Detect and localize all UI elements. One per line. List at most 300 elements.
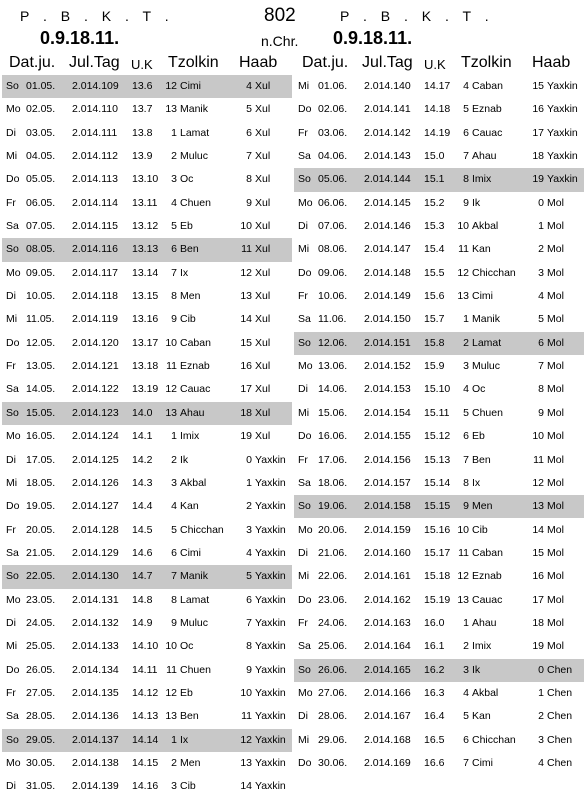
date-cell: 26.05.	[26, 663, 56, 676]
table-row	[294, 705, 584, 728]
uk-cell: 16.4	[424, 710, 445, 723]
tzolkin-number-cell: 4	[171, 500, 177, 513]
uk-cell: 15.10	[424, 383, 451, 396]
weekday-cell: Do	[298, 756, 312, 769]
tzolkin-number-cell: 6	[463, 430, 469, 443]
haab-month-cell: Yaxkin	[255, 756, 286, 769]
weekday-cell: Mi	[298, 733, 310, 746]
date-cell: 21.06.	[318, 546, 348, 559]
haab-month-cell: Yaxkin	[255, 593, 286, 606]
weekday-cell: Di	[6, 616, 16, 629]
haab-month-cell: Mol	[547, 266, 564, 279]
date-cell: 22.05.	[26, 570, 56, 583]
date-cell: 25.05.	[26, 640, 56, 653]
uk-cell: 15.18	[424, 570, 451, 583]
tzolkin-number-cell: 7	[463, 756, 469, 769]
haab-month-cell: Mol	[547, 616, 564, 629]
julian-day-cell: 2.014.148	[364, 266, 411, 279]
julian-day-cell: 2.014.112	[72, 150, 118, 163]
haab-number-cell: 8	[246, 173, 252, 186]
julian-day-cell: 2.014.113	[72, 173, 118, 186]
tzolkin-number-cell: 8	[463, 476, 469, 489]
table-row	[294, 612, 584, 635]
date-cell: 19.06.	[318, 500, 348, 513]
uk-cell: 14.0	[132, 406, 153, 419]
table-row	[2, 168, 292, 191]
haab-month-cell: Yaxkin	[255, 686, 286, 699]
uk-cell: 15.17	[424, 546, 451, 559]
tzolkin-number-cell: 3	[463, 663, 469, 676]
uk-cell: 13.8	[132, 126, 153, 139]
haab-number-cell: 0	[538, 196, 544, 209]
haab-number-cell: 7	[246, 150, 252, 163]
haab-month-cell: Xul	[255, 383, 271, 396]
tzolkin-day-cell: Manik	[180, 103, 209, 116]
date-cell: 01.05.	[26, 80, 56, 92]
weekday-cell: Mo	[6, 593, 21, 606]
table-row	[294, 308, 584, 331]
table-june	[294, 75, 584, 775]
weekday-cell: Di	[298, 546, 308, 559]
date-cell: 30.05.	[26, 756, 56, 769]
tzolkin-number-cell: 3	[463, 360, 469, 373]
haab-number-cell: 19	[240, 430, 252, 443]
weekday-cell: Di	[298, 383, 308, 396]
uk-cell: 15.8	[424, 336, 445, 349]
julian-day-cell: 2.014.123	[72, 406, 119, 419]
julian-day-cell: 2.014.116	[72, 243, 118, 256]
weekday-cell: Mo	[6, 756, 21, 769]
uk-cell: 15.0	[424, 150, 445, 163]
haab-number-cell: 7	[538, 360, 544, 373]
tzolkin-day-cell: Cauac	[472, 126, 503, 139]
haab-month-cell: Xul	[255, 430, 271, 443]
haab-number-cell: 16	[240, 360, 252, 373]
julian-day-cell: 2.014.135	[72, 686, 119, 699]
julian-day-cell: 2.014.120	[72, 336, 119, 349]
weekday-cell: Mi	[6, 150, 18, 163]
haab-number-cell: 6	[246, 126, 252, 139]
haab-number-cell: 17	[240, 383, 252, 396]
tzolkin-day-cell: Ben	[180, 710, 199, 723]
haab-number-cell: 11	[241, 710, 252, 723]
table-row	[294, 425, 584, 448]
haab-number-cell: 17	[532, 593, 544, 606]
julian-day-cell: 2.014.147	[364, 243, 411, 256]
date-cell: 18.05.	[26, 476, 56, 489]
tzolkin-day-cell: Ahau	[180, 406, 205, 419]
table-row	[2, 238, 292, 261]
table-row	[294, 472, 584, 495]
date-cell: 30.06.	[318, 756, 348, 769]
tzolkin-number-cell: 7	[463, 453, 469, 466]
julian-day-cell: 2.014.155	[364, 430, 411, 443]
julian-day-cell: 2.014.146	[364, 220, 411, 233]
haab-month-cell: Yaxkin	[255, 453, 286, 466]
haab-number-cell: 4	[538, 756, 544, 769]
date-cell: 23.06.	[318, 593, 348, 606]
weekday-cell: Fr	[298, 126, 308, 139]
col-header-tzolkin-left: Tzolkin	[168, 54, 219, 71]
weekday-cell: Di	[298, 220, 308, 233]
col-header-datju-right: Dat.ju.	[302, 54, 349, 71]
tzolkin-number-cell: 6	[171, 546, 177, 559]
tzolkin-number-cell: 7	[171, 570, 177, 583]
haab-month-cell: Xul	[255, 360, 271, 373]
uk-cell: 15.9	[424, 360, 445, 373]
weekday-cell: Di	[6, 453, 16, 466]
date-cell: 26.06.	[318, 663, 348, 676]
julian-day-cell: 2.014.160	[364, 546, 411, 559]
uk-cell: 15.4	[424, 243, 445, 256]
julian-day-cell: 2.014.157	[364, 476, 411, 489]
weekday-cell: Di	[6, 126, 16, 139]
julian-day-cell: 2.014.165	[364, 663, 411, 676]
uk-cell: 14.10	[132, 640, 159, 653]
haab-number-cell: 19	[532, 640, 544, 653]
table-row	[294, 659, 584, 682]
haab-number-cell: 4	[246, 80, 252, 92]
haab-number-cell: 4	[538, 290, 544, 303]
tzolkin-day-cell: Chicchan	[472, 733, 516, 746]
haab-number-cell: 13	[532, 500, 544, 513]
haab-month-cell: Xul	[255, 336, 271, 349]
date-cell: 16.06.	[318, 430, 348, 443]
haab-number-cell: 18	[532, 150, 544, 163]
haab-number-cell: 0	[538, 663, 544, 676]
tzolkin-day-cell: Cimi	[472, 756, 493, 769]
table-row	[294, 449, 584, 472]
haab-month-cell: Mol	[547, 430, 564, 443]
table-row	[2, 285, 292, 308]
uk-cell: 15.7	[424, 313, 445, 326]
haab-number-cell: 4	[246, 546, 252, 559]
haab-month-cell: Mol	[547, 593, 564, 606]
date-cell: 31.05.	[26, 780, 56, 793]
julian-day-cell: 2.014.151	[364, 336, 411, 349]
table-row	[294, 98, 584, 121]
haab-number-cell: 8	[246, 640, 252, 653]
tzolkin-day-cell: Imix	[180, 430, 200, 443]
julian-day-cell: 2.014.128	[72, 523, 119, 536]
date-cell: 06.05.	[26, 196, 56, 209]
col-header-jultag-left: Jul.Tag	[69, 54, 120, 71]
tzolkin-day-cell: Eb	[472, 430, 485, 443]
haab-number-cell: 5	[246, 103, 252, 116]
haab-month-cell: Xul	[255, 243, 271, 256]
tzolkin-day-cell: Eznab	[472, 570, 502, 583]
julian-day-cell: 2.014.138	[72, 756, 119, 769]
haab-month-cell: Yaxkin	[255, 663, 286, 676]
tzolkin-day-cell: Men	[472, 500, 493, 513]
table-row	[2, 215, 292, 238]
haab-number-cell: 7	[246, 616, 252, 629]
col-header-uk-right: U.K	[424, 57, 446, 72]
haab-number-cell: 12	[532, 476, 544, 489]
tzolkin-day-cell: Muluc	[180, 150, 209, 163]
haab-month-cell: Chen	[547, 663, 573, 676]
date-cell: 05.05.	[26, 173, 56, 186]
tzolkin-day-cell: Ix	[180, 733, 189, 746]
tzolkin-number-cell: 13	[457, 593, 469, 606]
weekday-cell: Fr	[298, 616, 308, 629]
tzolkin-number-cell: 4	[463, 383, 469, 396]
table-row	[294, 285, 584, 308]
tzolkin-number-cell: 3	[171, 173, 177, 186]
julian-day-cell: 2.014.137	[72, 733, 119, 746]
weekday-cell: So	[6, 733, 19, 746]
table-row	[294, 378, 584, 401]
julian-day-cell: 2.014.161	[364, 570, 411, 583]
date-cell: 03.05.	[26, 126, 56, 139]
tzolkin-number-cell: 5	[463, 103, 469, 116]
haab-month-cell: Mol	[547, 476, 564, 489]
haab-month-cell: Yaxkin	[255, 546, 286, 559]
date-cell: 11.05.	[26, 313, 55, 326]
date-cell: 18.06.	[318, 476, 348, 489]
tzolkin-number-cell: 11	[166, 663, 177, 676]
haab-month-cell: Xul	[255, 196, 271, 209]
col-header-uk-left: U.K	[131, 57, 153, 72]
haab-month-cell: Chen	[547, 733, 573, 746]
weekday-cell: Mo	[298, 360, 313, 373]
haab-number-cell: 9	[246, 196, 252, 209]
weekday-cell: Fr	[6, 523, 16, 536]
weekday-cell: So	[298, 173, 311, 186]
tzolkin-number-cell: 5	[463, 406, 469, 419]
uk-cell: 13.18	[132, 360, 159, 373]
tzolkin-day-cell: Oc	[180, 173, 194, 186]
tzolkin-number-cell: 1	[463, 313, 469, 326]
tzolkin-number-cell: 2	[171, 150, 177, 163]
julian-day-cell: 2.014.163	[364, 616, 411, 629]
julian-day-cell: 2.014.150	[364, 313, 411, 326]
haab-month-cell: Xul	[255, 220, 271, 233]
date-cell: 29.05.	[26, 733, 56, 746]
haab-month-cell: Yaxkin	[547, 173, 578, 186]
table-row	[2, 729, 292, 752]
weekday-cell: Do	[6, 663, 20, 676]
julian-day-cell: 2.014.136	[72, 710, 119, 723]
haab-month-cell: Mol	[547, 336, 564, 349]
table-row	[2, 145, 292, 168]
haab-number-cell: 2	[246, 500, 252, 513]
weekday-cell: So	[298, 663, 311, 676]
tzolkin-day-cell: Ik	[180, 453, 189, 466]
date-cell: 10.05.	[26, 290, 56, 303]
date-cell: 11.06.	[318, 313, 347, 326]
uk-cell: 13.11	[132, 196, 158, 209]
table-row	[2, 122, 292, 145]
weekday-cell: Fr	[6, 360, 16, 373]
uk-cell: 14.14	[132, 733, 159, 746]
tzolkin-day-cell: Lamat	[472, 336, 502, 349]
table-row	[294, 682, 584, 705]
date-cell: 10.06.	[318, 290, 348, 303]
col-header-datju-left: Dat.ju.	[9, 54, 56, 71]
weekday-cell: Mi	[6, 313, 18, 326]
uk-cell: 15.6	[424, 290, 445, 303]
tzolkin-number-cell: 13	[165, 710, 177, 723]
uk-cell: 13.10	[132, 173, 159, 186]
tzolkin-day-cell: Eb	[180, 220, 193, 233]
uk-cell: 14.9	[132, 616, 153, 629]
table-row	[294, 565, 584, 588]
tzolkin-day-cell: Caban	[472, 546, 503, 559]
haab-number-cell: 16	[532, 103, 544, 116]
weekday-cell: Do	[6, 336, 20, 349]
tzolkin-number-cell: 8	[463, 173, 469, 186]
weekday-cell: Fr	[6, 686, 16, 699]
uk-cell: 15.15	[424, 500, 451, 513]
left-long-count: 0.9.18.11.	[40, 28, 120, 48]
table-row	[2, 752, 292, 775]
julian-day-cell: 2.014.152	[364, 360, 411, 373]
date-cell: 28.06.	[318, 710, 348, 723]
weekday-cell: Mo	[6, 266, 21, 279]
weekday-cell: Do	[298, 266, 312, 279]
haab-number-cell: 15	[240, 336, 252, 349]
haab-number-cell: 3	[246, 523, 252, 536]
uk-cell: 15.12	[424, 430, 451, 443]
julian-day-cell: 2.014.129	[72, 546, 119, 559]
weekday-cell: Sa	[298, 150, 311, 163]
julian-day-cell: 2.014.162	[364, 593, 411, 606]
weekday-cell: Sa	[298, 640, 311, 653]
julian-day-cell: 2.014.166	[364, 686, 411, 699]
tzolkin-number-cell: 10	[165, 640, 177, 653]
julian-day-cell: 2.014.131	[72, 593, 119, 606]
weekday-cell: So	[6, 243, 19, 256]
julian-day-cell: 2.014.143	[364, 150, 411, 163]
date-cell: 12.05.	[26, 336, 56, 349]
date-cell: 02.06.	[318, 103, 348, 116]
tzolkin-day-cell: Ben	[472, 453, 491, 466]
left-pbkt-label: P . B . K . T .	[20, 8, 174, 24]
weekday-cell: Do	[298, 430, 312, 443]
haab-number-cell: 14	[532, 523, 544, 536]
tzolkin-number-cell: 12	[165, 686, 177, 699]
col-header-tzolkin-right: Tzolkin	[461, 54, 512, 71]
tzolkin-number-cell: 4	[463, 80, 469, 92]
table-row	[2, 308, 292, 331]
uk-cell: 15.3	[424, 220, 445, 233]
tzolkin-day-cell: Kan	[472, 243, 491, 256]
tzolkin-number-cell: 6	[463, 126, 469, 139]
haab-month-cell: Chen	[547, 686, 573, 699]
weekday-cell: Do	[298, 593, 312, 606]
table-row	[2, 659, 292, 682]
haab-month-cell: Yaxkin	[255, 476, 286, 489]
tzolkin-number-cell: 2	[171, 453, 177, 466]
haab-month-cell: Xul	[255, 150, 271, 163]
uk-cell: 13.14	[132, 266, 159, 279]
tzolkin-day-cell: Cimi	[180, 80, 201, 92]
table-row	[294, 519, 584, 542]
table-row	[294, 495, 584, 518]
table-row	[294, 238, 584, 261]
tzolkin-day-cell: Chuen	[472, 406, 503, 419]
tzolkin-number-cell: 10	[457, 220, 469, 233]
era-label: n.Chr.	[261, 33, 299, 49]
tzolkin-day-cell: Men	[180, 290, 201, 303]
julian-day-cell: 2.014.167	[364, 710, 411, 723]
julian-day-cell: 2.014.119	[72, 313, 118, 326]
date-cell: 21.05.	[26, 546, 56, 559]
col-header-jultag-right: Jul.Tag	[362, 54, 413, 71]
haab-month-cell: Chen	[547, 710, 573, 723]
haab-month-cell: Xul	[255, 173, 271, 186]
date-cell: 28.05.	[26, 710, 56, 723]
uk-cell: 13.16	[132, 313, 159, 326]
tzolkin-day-cell: Cib	[180, 313, 196, 326]
julian-day-cell: 2.014.149	[364, 290, 411, 303]
table-row	[2, 98, 292, 121]
tzolkin-day-cell: Lamat	[180, 593, 210, 606]
haab-month-cell: Mol	[547, 523, 564, 536]
weekday-cell: Di	[6, 290, 16, 303]
tzolkin-day-cell: Chuen	[180, 663, 211, 676]
tzolkin-number-cell: 13	[457, 290, 469, 303]
haab-number-cell: 5	[246, 570, 252, 583]
haab-number-cell: 2	[538, 243, 544, 256]
tzolkin-day-cell: Lamat	[180, 126, 210, 139]
weekday-cell: Mi	[6, 640, 18, 653]
julian-day-cell: 2.014.133	[72, 640, 119, 653]
weekday-cell: Mi	[298, 80, 310, 92]
date-cell: 22.06.	[318, 570, 348, 583]
uk-cell: 14.7	[132, 570, 153, 583]
tzolkin-day-cell: Eb	[180, 686, 193, 699]
table-row	[2, 192, 292, 215]
haab-month-cell: Yaxkin	[255, 616, 286, 629]
uk-cell: 14.19	[424, 126, 451, 139]
haab-month-cell: Xul	[255, 266, 271, 279]
weekday-cell: Mi	[298, 406, 310, 419]
julian-day-cell: 2.014.141	[364, 103, 411, 116]
date-cell: 04.05.	[26, 150, 56, 163]
julian-day-cell: 2.014.114	[72, 196, 118, 209]
table-row	[2, 332, 292, 355]
date-cell: 08.05.	[26, 243, 56, 256]
julian-day-cell: 2.014.164	[364, 640, 411, 653]
uk-cell: 13.15	[132, 290, 159, 303]
tzolkin-day-cell: Chuen	[180, 196, 211, 209]
tzolkin-day-cell: Cib	[180, 780, 196, 793]
tzolkin-number-cell: 1	[171, 126, 177, 139]
uk-cell: 15.1	[424, 173, 445, 186]
uk-cell: 13.19	[132, 383, 159, 396]
tzolkin-number-cell: 3	[171, 780, 177, 793]
uk-cell: 15.14	[424, 476, 451, 489]
date-cell: 01.06.	[318, 80, 348, 92]
weekday-cell: Mo	[298, 196, 313, 209]
table-row	[2, 612, 292, 635]
table-row	[294, 145, 584, 168]
tzolkin-day-cell: Ix	[180, 266, 189, 279]
table-row	[2, 75, 292, 98]
tzolkin-day-cell: Caban	[180, 336, 211, 349]
tzolkin-number-cell: 1	[171, 733, 177, 746]
haab-month-cell: Mol	[547, 500, 564, 513]
tzolkin-number-cell: 6	[463, 733, 469, 746]
julian-day-cell: 2.014.126	[72, 476, 119, 489]
haab-month-cell: Yaxkin	[255, 710, 286, 723]
tzolkin-day-cell: Manik	[472, 313, 501, 326]
date-cell: 03.06.	[318, 126, 348, 139]
haab-month-cell: Mol	[547, 453, 564, 466]
table-row	[2, 495, 292, 518]
